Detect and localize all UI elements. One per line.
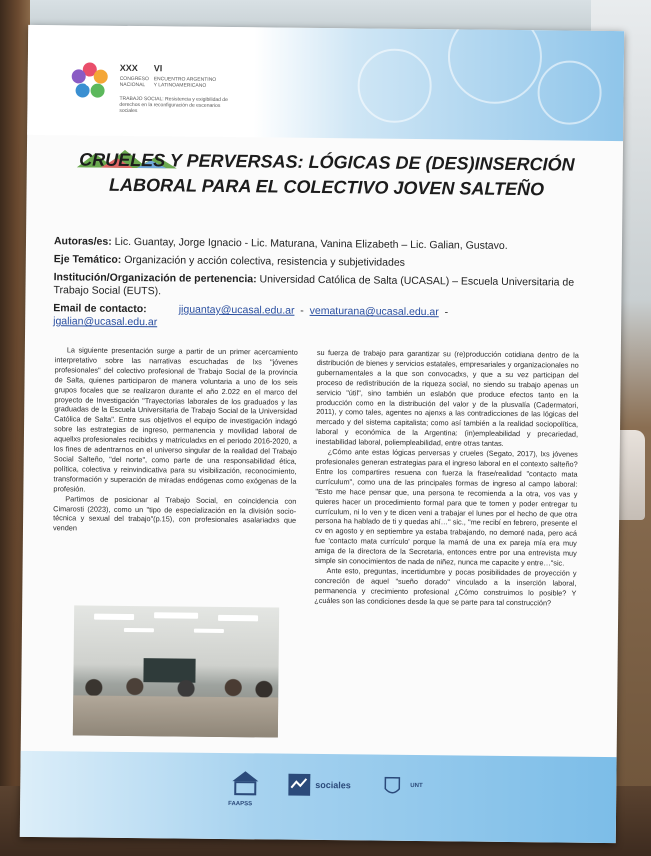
congress-roman-right: VI (153, 63, 163, 74)
axis-value: Organización y acción colectiva, resistencia y subjetividades (124, 253, 406, 269)
left-paragraph-2: Partimos de posicionar al Trabajo Social, en coincidencia con Cimarosti (2023), como un "tipo de especialización en la división socio- técnica y sexual del trabajo"(p.15), con profesionales asalariadxs que venden (52, 493, 297, 533)
congress-left-line-1: CONGRESO (119, 75, 149, 83)
right-paragraph-3: Ante esto, preguntas, incertidumbre y pocas posibilidades de proyección y concreción de aquel "sueño dorado" vinculado a la inserción laboral, permanencia y crecimiento profesional ¿Cómo construimos lo posible? Y ¿cuáles son las condiciones desde la que se parte para tal construcción? (314, 565, 577, 608)
left-paragraph-1: La siguiente presentación surge a partir de un primer acercamiento interpretativo sobre las narrativas escuchadas de lxs "jóvenes profesionales" del colectivo profesional de Trabajo Social de la provincia de Salta, quienes participaron de manera voluntaria a uno de los seis grupos focales que se realizaron durante el año 2.022 en el marco del proyecto de Investigación "Trayectorias laborales de los graduados y las graduadas de la Escuela Universitaria de Trabajo Social de la Universidad Católica de Salta". Entre sus objetivos el equipo de investigación indagó sobre las estrategias de ingreso, permanencia y movilidad laboral de aquellxs profesionales recibidxs y matriculadxs en el periodo 2016-2020, a los fines de adentrarnos en el universo singular de la realidad del Trabajo Social Salteño, "del norte", como parte de una responsabilidad ética, política, colectiva y reinvindicativa para su visibilización, reconocimiento, transformación y superación de miradas endógenas como exógenas de la profesión. (53, 345, 298, 494)
poster (20, 25, 624, 843)
left-column (53, 345, 298, 536)
poster-title: CRUELES Y PERVERSAS: LÓGICAS DE (DES)INSERCIÓN LABORAL PARA EL COLECTIVO JOVEN SALTEÑO (79, 149, 575, 200)
email-link-2[interactable]: vematurana@ucasal.edu.ar (309, 304, 439, 319)
right-paragraph-1: su fuerza de trabajo para garantizar su (re)producción cotidiana dentro de la distribución de bienes y servicios estatales, empresariales y organizacionales no gubernamentales a la que son convocadxs, y que a su vez participan del proceso de redistribución de la riqueza social, no siendo su trabajo apenas un servicio "útil", sino también un eslabón que produce efectos tanto en la producción como en la distribución del valor y de la plusvalía (Cadermatori, 2011), y como tales, agentes no ajenxs a las contradicciones de las lógicas del mercado y del sistema capitalista; como así también a la realidad sociopolítica, laboral y económica de la Argentina: (in)empleabilidad y precariedad, inestabilidad laboral, poliempleabilidad, entre otras tantas. (315, 347, 579, 449)
institution-line (53, 271, 598, 303)
faapss-logo-icon (230, 769, 260, 799)
classroom-photo (73, 605, 279, 737)
ceiling-light (94, 614, 134, 620)
congress-logo (67, 59, 238, 151)
email-line: Email de contacto: jiguantay@ucasal.edu.ar - vematurana@ucasal.edu.ar - jgalian@ucasal.edu.ar (53, 302, 449, 329)
institution-value: Universidad Católica de Salta (UCASAL) – Escuela Universitaria de Trabajo Social (EUTS). (53, 273, 575, 298)
congress-left-line-2: NACIONAL (119, 81, 146, 89)
axis-label: Eje Temático: (53, 253, 122, 266)
ceiling-light (218, 615, 258, 621)
congress-right-line-2: Y LATINOAMERICANO (153, 82, 207, 89)
sponsor-sociales: sociales (315, 779, 351, 791)
sponsor-logos (170, 768, 590, 812)
email-link-1[interactable]: jiguantay@ucasal.edu.ar (178, 303, 295, 317)
classroom-desk (73, 695, 278, 737)
congress-right-line-1: ENCUENTRO ARGENTINO (153, 76, 217, 83)
sponsor-unt: UNT (410, 782, 423, 790)
authors-value: Lic. Guantay, Jorge Ignacio - Lic. Maturana, Vanina Elizabeth – Lic. Galian, Gustavo. (114, 235, 508, 252)
ceiling-light (154, 612, 198, 618)
authors-line (54, 235, 599, 254)
right-paragraph-2: ¿Cómo ante estas lógicas perversas y crueles (Segato, 2017), lxs jóvenes profesionales generan estrategias para el ingreso laboral en el contexto salteño? Entre los compartires resuena con fuerza la frase/realidad "contacto mata currículum", como una de las principales formas de ingreso al campo laboral: "Esto me hace pensar que, una persona te recomienda a la otra, vos vas y quieres hacer un procedimiento formal para que te tomen y poder entregar tu currículum, ni lo ven y te dicen veni a trabajar el lunes por el hecho de que otra persona ha hablado de ti y quedas ahí…" sic., "me recibí en febrero, presente el cv en agosto y en septiembre ya estaba trabajando, no demoré nada, pero acá fue 'contacto mata currículo' porque la mamá de una ex pareja mía era muy amiga de la directora de la Secretaria, entonces entre por una entrevista muy simple sin conocimientos de nada de niñez, nunca me capacite y entre…"sic. (314, 447, 578, 568)
decor-circle (537, 60, 602, 125)
email-link-3[interactable]: jgalian@ucasal.edu.ar (53, 315, 158, 329)
congress-roman-left: XXX (119, 62, 138, 74)
university-shield-icon (384, 777, 400, 797)
email-label: Email de contacto: (53, 302, 147, 316)
ceiling-light (194, 629, 224, 633)
congress-subtitle: TRABAJO SOCIAL: Resistencia y exigibilidad de derechos en la reconfiguración de escenarios sociales (119, 95, 228, 115)
decor-circle (357, 48, 432, 123)
institution-label: Institución/Organización de pertenencia: (53, 271, 257, 286)
decor-circle (447, 25, 542, 104)
right-column (314, 348, 579, 608)
axis-line (54, 253, 599, 272)
sociales-logo-icon (288, 774, 310, 796)
authors-label: Autoras/es: (53, 235, 112, 248)
sponsor-faapss: FAAPSS (228, 801, 253, 808)
ceiling-light (124, 628, 154, 632)
flower-logo-icon (67, 59, 111, 103)
